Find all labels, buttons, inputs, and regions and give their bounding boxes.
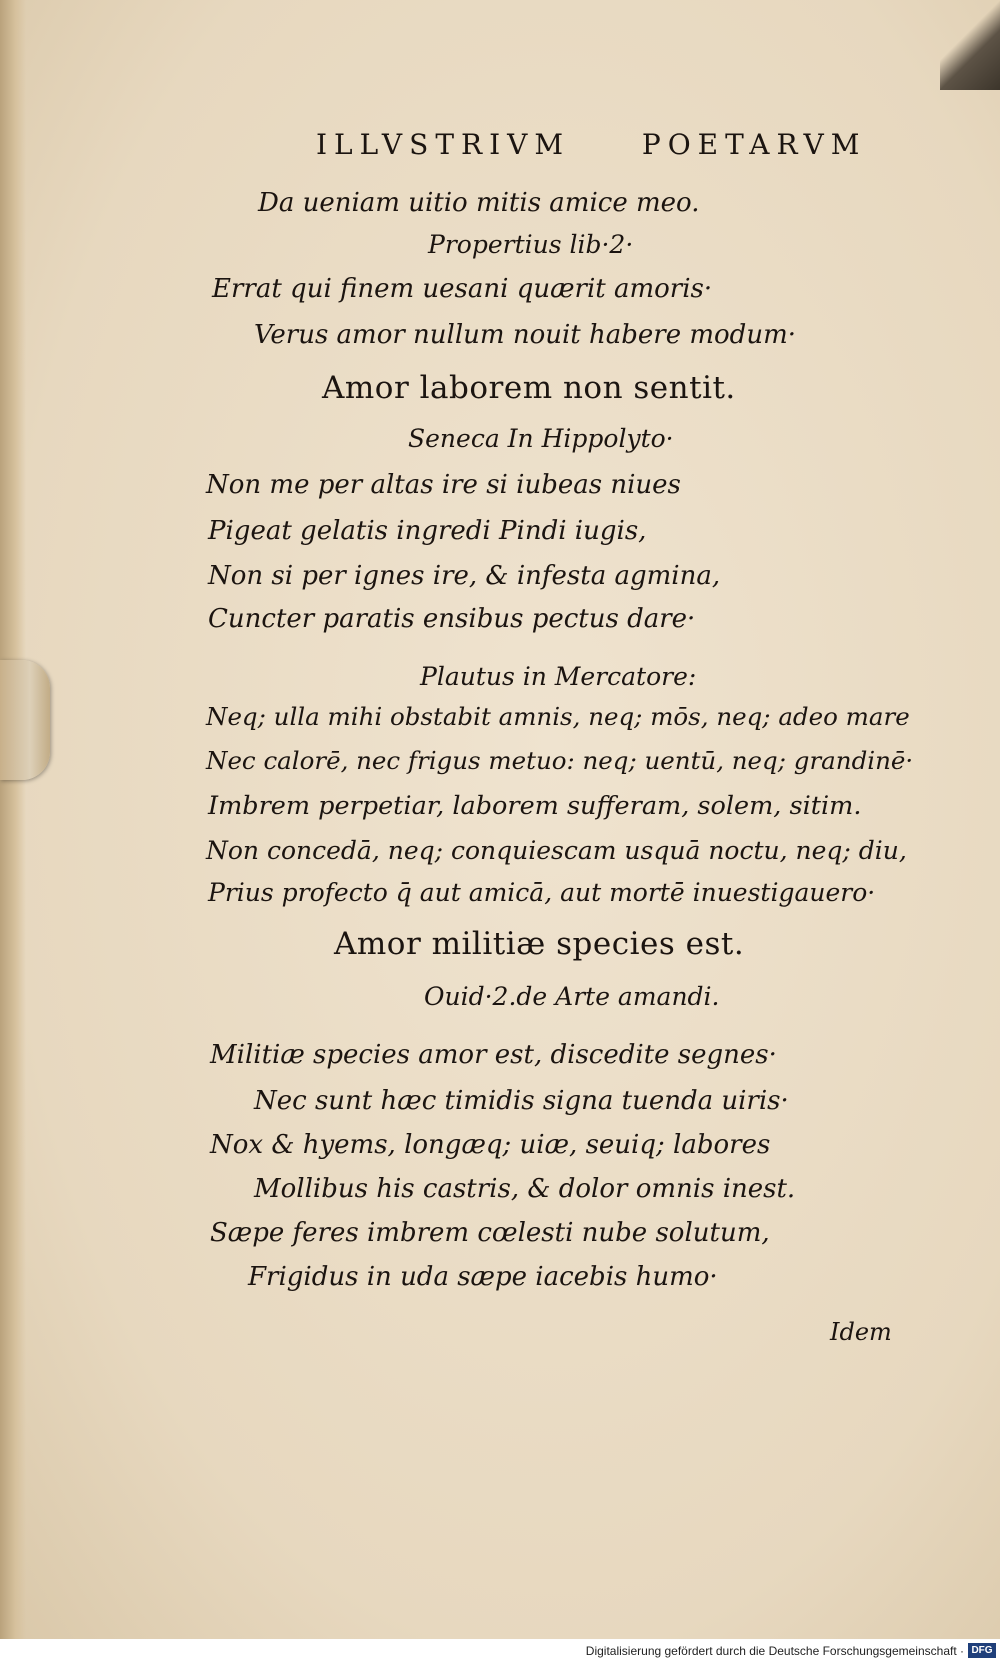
source-citation: Seneca In Hippolyto·: [408, 424, 674, 453]
running-head: [316, 128, 876, 161]
verse-line: Nec calorē, nec frigus metuo: neq; uentū, neq; grandinē·: [206, 746, 914, 775]
running-head-left: ILLVSTRIVM: [316, 128, 571, 161]
source-citation: Propertius lib·2·: [428, 230, 634, 259]
verse-line: Cuncter paratis ensibus pectus dare·: [208, 604, 696, 634]
running-head-right: POETARVM: [641, 128, 867, 161]
source-citation: Ouid·2.de Arte amandi.: [424, 982, 720, 1011]
footer-credit: Digitalisierung gefördert durch die Deutsche Forschungsgemeinschaft ·: [585, 1644, 964, 1658]
verse-line: Neq; ulla mihi obstabit amnis, neq; mōs, neq; adeo mare: [206, 702, 910, 731]
section-heading: Amor laborem non sentit.: [322, 370, 736, 406]
verse-line: Da ueniam uitio mitis amice meo.: [258, 188, 700, 218]
verse-line: Verus amor nullum nouit habere modum·: [254, 320, 796, 350]
verse-line: Militiæ species amor est, discedite segnes·: [210, 1040, 777, 1070]
verse-line: Non me per altas ire si iubeas niues: [206, 470, 681, 500]
book-clasp: [0, 660, 50, 780]
verse-line: Prius profecto q̄ aut amicā, aut mortē inuestigauero·: [208, 878, 876, 907]
verse-line: Mollibus his castris, & dolor omnis inest.: [254, 1174, 796, 1204]
book-cover-corner: [940, 0, 1000, 90]
source-citation: Plautus in Mercatore:: [420, 662, 697, 691]
verse-line: Non si per ignes ire, & infesta agmina,: [208, 561, 721, 591]
catchword: Idem: [830, 1318, 892, 1346]
digitization-footer: [0, 1639, 1000, 1661]
verse-line: Pigeat gelatis ingredi Pindi iugis,: [208, 516, 647, 546]
dfg-logo: DFG: [968, 1643, 996, 1658]
verse-line: Frigidus in uda sæpe iacebis humo·: [248, 1262, 718, 1292]
verse-line: Nox & hyems, longæq; uiæ, seuiq; labores: [210, 1130, 771, 1160]
page-binding-edge: [0, 0, 26, 1661]
verse-line: Errat qui finem uesani quærit amoris·: [212, 274, 713, 304]
verse-line: Sæpe feres imbrem cœlesti nube solutum,: [210, 1218, 770, 1248]
verse-line: Non concedā, neq; conquiescam usquā noctu, neq; diu,: [206, 836, 907, 865]
verse-line: Nec sunt hæc timidis signa tuenda uiris·: [254, 1086, 789, 1116]
verse-line: Imbrem perpetiar, laborem sufferam, solem, sitim.: [208, 791, 862, 821]
section-heading: Amor militiæ species est.: [334, 926, 745, 962]
